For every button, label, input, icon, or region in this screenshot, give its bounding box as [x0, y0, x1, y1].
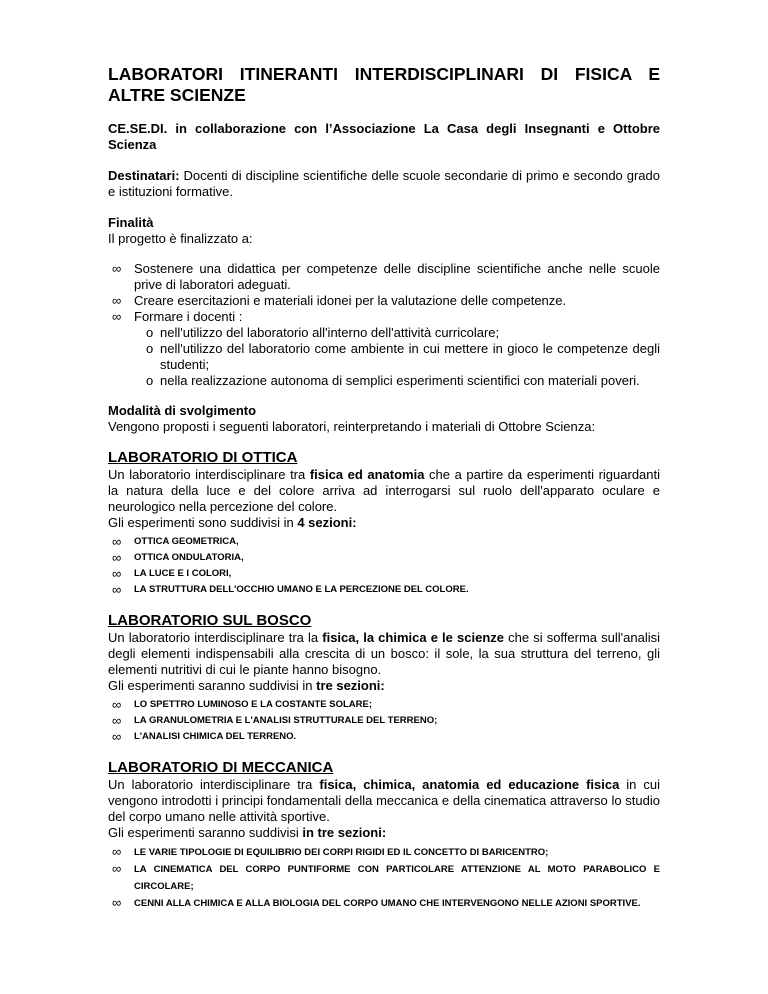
recipients-text: Docenti di discipline scientifiche delle scuole secondarie di primo e secondo grado e istituzioni formative.: [108, 168, 660, 199]
lab-sections-text: Gli esperimenti saranno suddivisi in: [108, 678, 317, 693]
lab-desc-text: Un laboratorio interdisciplinare tra: [108, 467, 310, 482]
methods-title: Modalità di svolgimento: [108, 403, 257, 418]
bullet-icon: ∞: [112, 261, 122, 276]
aims-list: [108, 261, 660, 389]
bullet-icon: ∞: [112, 895, 122, 910]
list-item: [108, 697, 660, 713]
section-text: CENNI ALLA CHIMICA E ALLA BIOLOGIA DEL CORPO UMANO CHE INTERVENGONO NELLE AZIONI SPORTIVE.: [134, 898, 641, 909]
lab-sections-text: Gli esperimenti sono suddivisi in: [108, 515, 298, 530]
methods-intro: Vengono proposti i seguenti laboratori, reinterpretando i materiali di Ottobre Scienza:: [108, 419, 596, 434]
sub-aim-text: nell'utilizzo del laboratorio come ambiente in cui mettere in gioco le competenze degli studenti;: [160, 341, 660, 372]
lab-desc-bold: fisica, la chimica e le scienze: [322, 630, 504, 645]
section-text: LO SPETTRO LUMINOSO E LA COSTANTE SOLARE;: [134, 699, 373, 710]
list-item: [134, 325, 660, 341]
aims-title: Finalità: [108, 215, 154, 230]
bullet-icon: ∞: [112, 582, 122, 597]
list-item: [108, 261, 660, 293]
lab-sections-bold: tre sezioni:: [316, 678, 385, 693]
section-text: OTTICA GEOMETRICA,: [134, 536, 239, 547]
lab-sections-list: [108, 534, 660, 598]
lab-title-forest: LABORATORIO SUL BOSCO: [108, 612, 312, 629]
sub-aim-text: nell'utilizzo del laboratorio all'interno dell'attività curricolare;: [160, 325, 500, 340]
bullet-icon: ∞: [112, 844, 122, 859]
lab-sections-bold: in tre sezioni:: [302, 825, 387, 840]
recipients-label: Destinatari:: [108, 168, 180, 183]
list-item: [108, 293, 660, 309]
lab-desc-text: che si sofferma sull'analisi degli elementi indispensabili alla crescita di un bosco: il sole, la sua struttura del terreno, gli elementi nutritivi di cui le piante hanno bisogno.: [108, 630, 660, 677]
lab-sections-text: Gli esperimenti saranno suddivisi: [108, 825, 303, 840]
lab-title-mechanics: LABORATORIO DI MECCANICA: [108, 759, 334, 776]
bullet-icon: ∞: [112, 566, 122, 581]
list-item: [108, 861, 660, 895]
lab-title-optics: LABORATORIO DI OTTICA: [108, 449, 298, 466]
aim-text: Formare i docenti :: [134, 309, 243, 324]
section-text: LA CINEMATICA DEL CORPO PUNTIFORME CON PARTICOLARE ATTENZIONE AL MOTO PARABOLICO E CIRCOLARE;: [134, 864, 660, 892]
lab-desc-text: Un laboratorio interdisciplinare tra la: [108, 630, 323, 645]
lab-description: [108, 777, 660, 825]
lab-sections-line: [108, 825, 660, 841]
section-text: LA LUCE E I COLORI,: [134, 568, 232, 579]
list-item: [108, 566, 660, 582]
section-text: LE VARIE TIPOLOGIE DI EQUILIBRIO DEI CORPI RIGIDI ED IL CONCETTO DI BARICENTRO;: [134, 847, 549, 858]
lab-desc-bold: fisica, chimica, anatomia ed educazione fisica: [319, 777, 620, 792]
list-item: [134, 373, 660, 389]
recipients-paragraph: [108, 168, 660, 200]
section-text: L'ANALISI CHIMICA DEL TERRENO.: [134, 731, 297, 742]
document-title: LABORATORI ITINERANTI INTERDISCIPLINARI DI FISICA E ALTRE SCIENZE: [108, 64, 660, 105]
list-item: [134, 341, 660, 373]
lab-description: [108, 467, 660, 515]
bullet-icon: ∞: [112, 713, 122, 728]
lab-sections-line: [108, 515, 660, 531]
lab-desc-text: che a partire da esperimenti riguardanti la natura della luce e del colore arriva ad interrogarsi sul ruolo dell'apparato oculare e neurologico nella percezione del colore.: [108, 467, 661, 514]
circle-bullet-icon: o: [146, 325, 154, 340]
lab-sections-line: [108, 678, 660, 694]
bullet-icon: ∞: [112, 861, 122, 876]
lab-desc-text: Un laboratorio interdisciplinare tra: [108, 777, 320, 792]
lab-desc-bold: fisica ed anatomia: [309, 467, 425, 482]
bullet-icon: ∞: [112, 309, 122, 324]
lab-sections-bold: 4 sezioni:: [297, 515, 357, 530]
section-text: LA GRANULOMETRIA E L'ANALISI STRUTTURALE DEL TERRENO;: [134, 715, 438, 726]
circle-bullet-icon: o: [146, 341, 154, 356]
bullet-icon: ∞: [112, 729, 122, 744]
aim-text: Sostenere una didattica per competenze delle discipline scientifiche anche nelle scuole prive di laboratori adeguati.: [134, 261, 660, 292]
list-item: [108, 582, 660, 598]
lab-description: [108, 630, 660, 678]
bullet-icon: ∞: [112, 293, 122, 308]
list-item: [108, 713, 660, 729]
section-text: OTTICA ONDULATORIA,: [134, 552, 244, 563]
aims-intro: Il progetto è finalizzato a:: [108, 231, 253, 246]
bullet-icon: ∞: [112, 534, 122, 549]
list-item: [108, 844, 660, 861]
bullet-icon: ∞: [112, 550, 122, 565]
sub-aim-text: nella realizzazione autonoma di semplici esperimenti scientifici con materiali poveri.: [160, 373, 640, 388]
list-item: [108, 534, 660, 550]
bullet-icon: ∞: [112, 697, 122, 712]
organizer-line: CE.SE.DI. in collaborazione con l’Associazione La Casa degli Insegnanti e Ottobre Scienza: [108, 121, 660, 152]
list-item: [108, 729, 660, 745]
aim-text: Creare esercitazioni e materiali idonei per la valutazione delle competenze.: [134, 293, 567, 308]
lab-sections-list: [108, 697, 660, 745]
circle-bullet-icon: o: [146, 373, 154, 388]
aims-sublist: [134, 325, 660, 389]
lab-sections-list: [108, 844, 660, 912]
list-item: [108, 309, 660, 389]
list-item: [108, 550, 660, 566]
section-text: LA STRUTTURA DELL'OCCHIO UMANO E LA PERCEZIONE DEL COLORE.: [134, 584, 469, 595]
list-item: [108, 895, 660, 912]
lab-desc-text: in cui vengono introdotti i principi fondamentali della meccanica e della cinematica attraverso lo studio del corpo umano nelle attività sportive.: [108, 777, 660, 824]
